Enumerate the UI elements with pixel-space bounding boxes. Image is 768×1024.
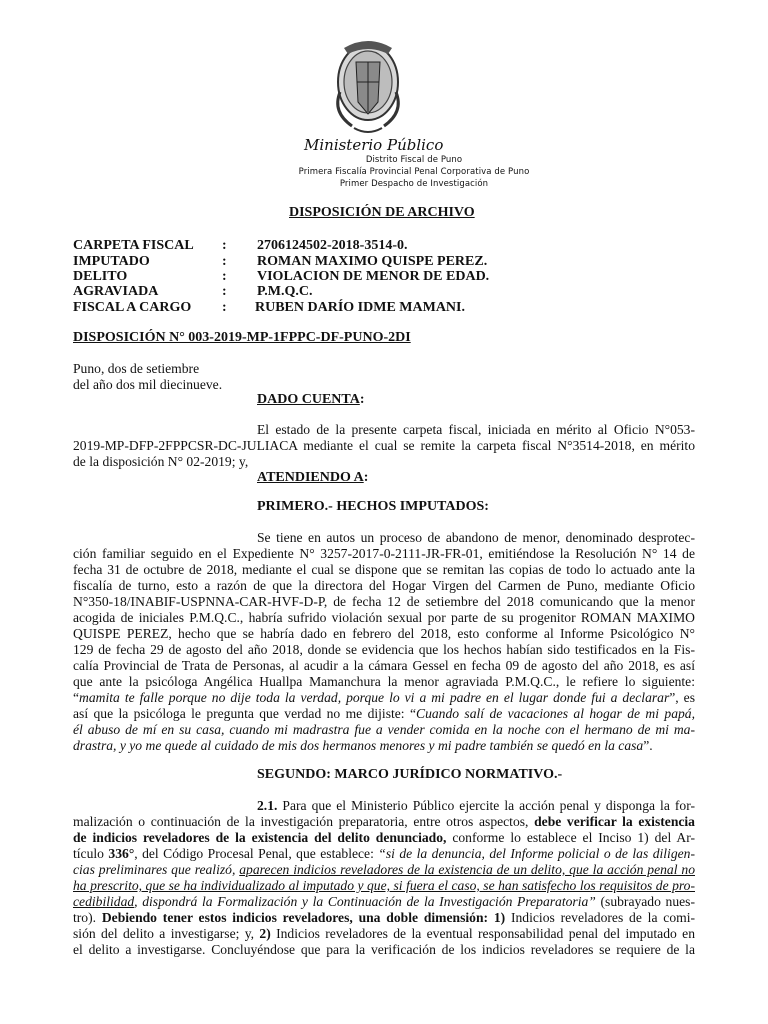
section-number: 2.1. [257,798,278,813]
primero-heading: PRIMERO.- HECHOS IMPUTADOS: [257,499,489,514]
facts-line: ción familiar seguido en el Expediente N° 3257-2017-0-2111-JR-FR-01, emitiéndose la Resolución N° 14 de [73,546,695,561]
quote-text: Cuando salí de vacaciones al hogar de mi papá, [416,706,695,721]
legal-line [73,862,695,878]
field-label-imputado: IMPUTADO [73,254,150,269]
quote-open: “ [73,690,80,705]
field-label-agraviada: AGRAVIADA [73,284,159,299]
field-value-imputado: ROMAN MAXIMO QUISPE PEREZ. [257,254,488,269]
legal-text: conforme lo establece el Inciso 1) del Ar- [446,830,695,845]
legal-text: (subrayado nues- [595,894,695,909]
legal-line [73,830,695,846]
date-line-1: Puno, dos de setiembre [73,361,200,376]
field-colon: : [222,300,227,315]
legal-quote-underlined: ha prescrito, que se ha individualizado al imputado y que, si fuera el caso, se han satisfecho los requisitos de pro- [73,878,695,893]
legal-line [73,846,695,862]
facts-line: N°350-18/INABIF-USPNNA-CAR-HVF-D-P, de fecha 12 de setiembre del 2018 comunicando que la menor [73,594,695,609]
legal-emphasis: 2) [259,926,271,941]
field-colon: : [222,254,227,269]
atendiendo-colon: : [363,470,369,485]
field-value-agraviada: P.M.Q.C. [257,284,313,299]
facts-line: calía Provincial de Trata de Personas, al acudir a la cámara Gessel en fecha 09 de agosto del año 2018, es así [73,658,695,673]
field-value-fiscal: RUBEN DARÍO IDME MAMANI. [255,300,465,315]
legal-emphasis: Debiendo tener estos indicios reveladores, una doble dimensión: 1) [101,910,506,925]
facts-line: fecha 31 de octubre de 2018, mediante el cual se dispone que se remitan las copias de todo lo actuado ante la [73,562,695,577]
legal-line [73,894,695,910]
coat-of-arms-seal [326,32,410,136]
legal-text: tículo [73,846,109,861]
legal-emphasis: de indicios reveladores de la existencia del delito denunciado, [73,830,447,845]
quote-line [73,738,695,754]
legal-emphasis: 336° [108,846,135,861]
atendiendo-heading [257,470,368,486]
legal-text: malización o continuación de la investigación preparatoria, entre otros aspectos, [73,814,535,829]
field-colon: : [222,284,227,299]
quote-close: ”. [643,738,653,753]
disposition-number: DISPOSICIÓN N° 003-2019-MP-1FPPC-DF-PUNO-2DI [73,330,411,345]
legal-line [257,798,695,814]
legal-emphasis: debe verificar la existencia [534,814,695,829]
field-value-delito: VIOLACION DE MENOR DE EDAD. [257,269,490,284]
field-label-fiscal: FISCAL A CARGO [73,300,192,315]
quote-close: ”, es [669,690,695,705]
quote-line [73,690,695,706]
dado-cuenta-heading [257,392,364,408]
segundo-heading: SEGUNDO: MARCO JURÍDICO NORMATIVO.- [257,767,563,782]
fiscalia-line: Primera Fiscalía Provincial Penal Corporativa de Puno [298,167,530,177]
field-label-carpeta: CARPETA FISCAL [73,238,194,253]
quote-text: drastra, y yo me quede al cuidado de mis dos hermanos menores y mi padre también se quedó en la casa [73,738,644,753]
legal-text: Para que el Ministerio Público ejercite la acción penal y disponga la for- [277,798,695,813]
quote-text: mamita te falle porque no dije toda la verdad, porque lo vi a mi padre en el lugar donde fui a declarar [79,690,670,705]
legal-line: el delito a investigarse. Concluyéndose que para la verificación de los indicios reveladores se requiere de la [73,942,695,957]
legal-quote: , dispondrá la Formalización y la Continuación de la Investigación Preparatoria” [134,894,596,909]
dado-cuenta-line: de la disposición N° 02-2019; y, [73,454,249,469]
legal-quote-underlined: cedibilidad [73,894,135,909]
field-colon: : [222,238,227,253]
district-line: Distrito Fiscal de Puno [365,155,463,165]
legal-line [73,910,695,926]
facts-line: Se tiene en autos un proceso de abandono de menor, denominado desprotec- [257,530,695,545]
facts-line: acogida de iniciales P.M.Q.C., habría sufrido violación sexual por parte de su progenitor ROMAN MAXIMO [73,610,695,625]
dado-cuenta-line: 2019-MP-DFP-2FPPCSR-DC-JULIACA mediante el cual se remite la carpeta fiscal N°3514-2018, en mérito [73,438,695,453]
facts-line: fiscalía de turno, esto a razón de que la directora del Hogar Virgen del Carmen de Puno, mediante Oficio [73,578,695,593]
legal-text: Indicios reveladores de la eventual responsabilidad penal del imputado en [270,926,695,941]
document-title: DISPOSICIÓN DE ARCHIVO [289,205,475,220]
field-colon: : [222,269,227,284]
legal-quote: “si de la denuncia, del Informe policial o de las diligen- [378,846,695,861]
dado-cuenta-label: DADO CUENTA [257,392,360,407]
legal-quote: cias preliminares que realizó, [73,862,240,877]
facts-line: QUISPE PEREZ, hecho que se habría dado en febrero del 2018, esto conforme al Informe Psicológico N° [73,626,695,641]
legal-quote-underlined: aparecen indicios reveladores de la existencia de un delito, que la acción penal no [239,862,695,877]
quote-intro: así que la psicóloga le pregunta que verdad no me dijiste: “ [73,706,416,721]
date-line-2: del año dos mil diecinueve. [73,377,223,392]
legal-line [73,814,695,830]
dado-cuenta-line: El estado de la presente carpeta fiscal, iniciada en mérito al Oficio N°053- [257,422,695,437]
field-value-carpeta: 2706124502-2018-3514-0. [257,238,408,253]
legal-line [73,926,695,942]
legal-text: sión del delito a investigarse; y, [73,926,260,941]
field-label-delito: DELITO [73,269,128,284]
institution-name: Ministerio Público [304,136,444,154]
legal-text: , del Código Procesal Penal, que establece: [134,846,379,861]
quote-line [73,706,695,722]
facts-line: 129 de fecha 29 de agosto del año 2018, donde se evidencia que los hechos habían sido testificados en la Fis- [73,642,695,657]
atendiendo-label: ATENDIENDO A [257,470,364,485]
legal-text: Indicios reveladores de la comi- [505,910,696,925]
dado-cuenta-colon: : [359,392,365,407]
quote-line: él abuso de mí en su casa, cuando mi madrastra fue a vender comida en la noche con el hermano de mi ma- [73,722,695,737]
facts-line: que ante la psicóloga Angélica Huallpa Mamanchura la menor agraviada P.M.Q.C., le refiere lo siguiente: [73,674,695,689]
legal-text: tro). [73,910,102,925]
despacho-line: Primer Despacho de Investigación [339,179,489,189]
